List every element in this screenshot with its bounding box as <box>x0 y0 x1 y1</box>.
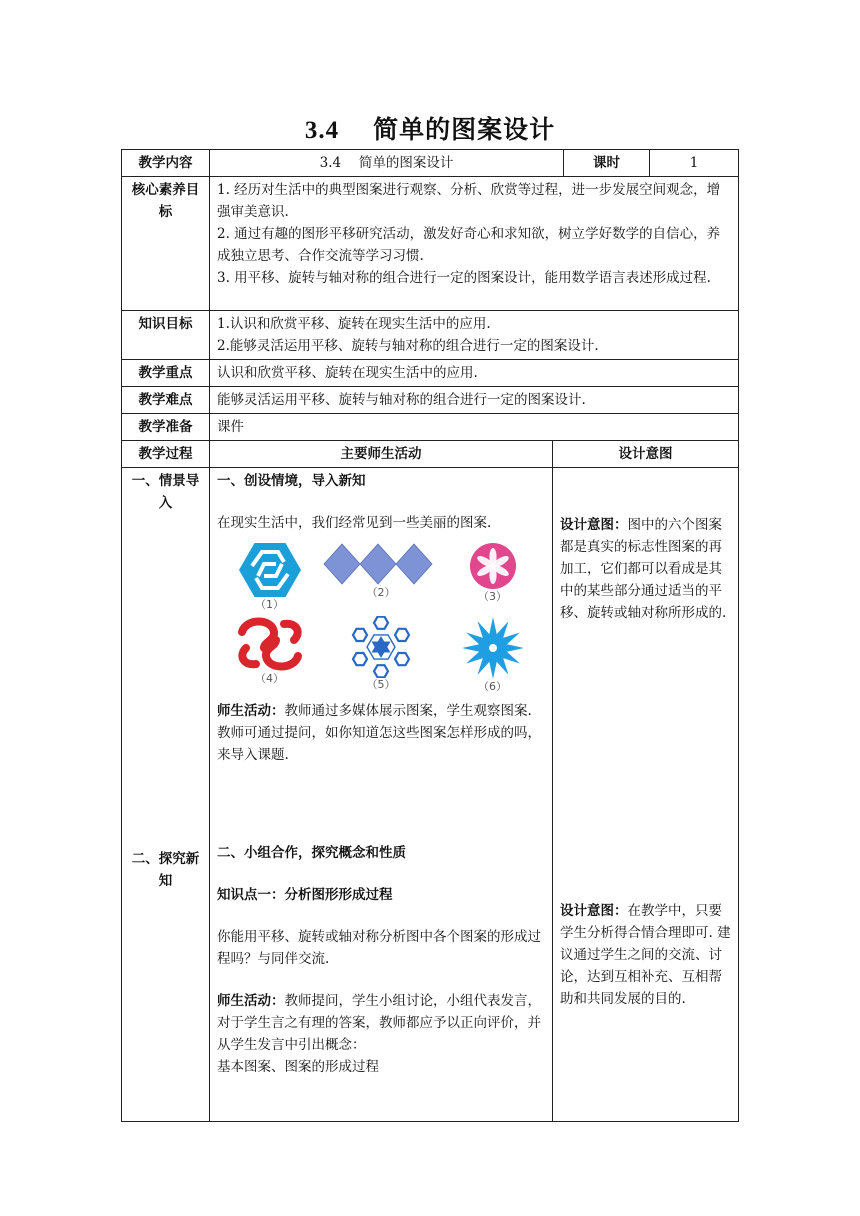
label-teaching-content: 教学内容 <box>122 150 210 177</box>
stage2-intent-label: 设计意图： <box>560 903 628 919</box>
knowledge-goals <box>210 311 739 360</box>
label-core-literacy <box>122 177 210 311</box>
intent-cell <box>553 468 739 1122</box>
core-goal-3: 3. 用平移、旋转与轴对称的组合进行一定的图案设计，能用数学语言表述形成过程. <box>217 270 711 286</box>
figure-1-caption: （1） <box>255 598 284 611</box>
row-key-point <box>122 360 739 387</box>
figure-2 <box>322 542 440 612</box>
hexagon-star-pattern <box>346 616 416 678</box>
page-title <box>0 110 860 146</box>
pattern-figures <box>217 542 545 694</box>
stage2-label: 二、探究新知 <box>131 851 200 889</box>
row-difficult-point <box>122 387 739 414</box>
knowledge-goal-2: 2.能够灵活运用平移、旋转与轴对称的组合进行一定的图案设计. <box>217 338 599 354</box>
figure-5-caption: （5） <box>366 678 396 691</box>
stage2-activity <box>217 990 545 1056</box>
figure-6-caption: （6） <box>478 680 507 693</box>
lesson-plan-table <box>121 149 739 1122</box>
hexagon-swirl-pattern <box>237 542 303 598</box>
label-core-literacy-text: 核心素养目标 <box>131 182 200 220</box>
teaching-content-value: 3.4 简单的图案设计 <box>210 150 564 177</box>
stage2-activity-text: 教师提问，学生小组讨论，小组代表发言，对于学生言之有理的答案，教师都应予以正向评价，并从学生发言中引出概念： <box>217 993 541 1053</box>
key-point-value: 认识和欣赏平移、旋转在现实生活中的应用. <box>210 360 739 387</box>
label-key-point: 教学重点 <box>122 360 210 387</box>
stage2-activity-label: 师生活动： <box>217 993 285 1009</box>
label-difficult-point: 教学难点 <box>122 387 210 414</box>
stage1-intent-text: 图中的六个图案都是真实的标志性图案的再加工，它们都可以看成是其中的某些部分通过适当的平移、旋转或轴对称所形成的. <box>560 517 727 621</box>
label-period: 课时 <box>564 150 650 177</box>
row-preparation <box>122 414 739 441</box>
stage2-point-heading: 知识点一：分析图形形成过程 <box>217 887 393 903</box>
stage1-activity-text: 教师通过多媒体展示图案，学生观察图案. 教师可通过提问，如你知道怎这些图案怎样形成的吗，来导入课题. <box>217 703 541 763</box>
figure-1 <box>217 542 322 612</box>
core-goal-2: 2. 通过有趣的图形平移研究活动，激发好奇心和求知欲，树立学好数学的自信心，养成独立思考、合作交流等学习习惯. <box>217 226 721 264</box>
stage2-question: 你能用平移、旋转或轴对称分析图中各个图案的形成过程吗？与同伴交流. <box>217 929 541 967</box>
stage2-heading: 二、小组合作，探究概念和性质 <box>217 845 406 861</box>
figure-4-caption: （4） <box>255 672 284 685</box>
figure-4 <box>217 616 322 694</box>
header-activities: 主要师生活动 <box>210 441 553 468</box>
figure-3-caption: （3） <box>478 590 507 603</box>
red-swirl-pattern <box>235 616 305 672</box>
figure-2-caption: （2） <box>366 586 396 599</box>
row-process-body <box>122 468 739 1122</box>
preparation-value: 课件 <box>210 414 739 441</box>
stage1-heading: 一、创设情境，导入新知 <box>217 473 366 489</box>
stage1-activity-label: 师生活动： <box>217 703 285 719</box>
activities-cell <box>210 468 553 1122</box>
knowledge-goal-1: 1.认识和欣赏平移、旋转在现实生活中的应用. <box>217 316 491 332</box>
stage1-label: 一、情景导入 <box>131 473 200 511</box>
stage2-intent-text: 在教学中，只要学生分析得合情合理即可. 建议通过学生之间的交流、讨论，达到互相补充、互相帮助和共同发展的目的. <box>560 903 731 1007</box>
stage-labels <box>122 468 210 1122</box>
core-literacy-goals <box>210 177 739 311</box>
difficult-point-value: 能够灵活运用平移、旋转与轴对称的组合进行一定的图案设计. <box>210 387 739 414</box>
label-preparation: 教学准备 <box>122 414 210 441</box>
period-value: 1 <box>650 150 739 177</box>
row-teaching-content <box>122 150 739 177</box>
stage1-intent-label: 设计意图： <box>560 517 628 533</box>
stage1-activity <box>217 700 545 766</box>
header-intent: 设计意图 <box>553 441 739 468</box>
label-knowledge-goals: 知识目标 <box>122 311 210 360</box>
core-goal-1: 1. 经历对生活中的典型图案进行观察、分析、欣赏等过程，进一步发展空间观念，增强审美意识. <box>217 182 721 220</box>
stage2-concepts: 基本图案、图案的形成过程 <box>217 1059 379 1075</box>
stage1-intent <box>560 514 731 624</box>
stage2-intent <box>560 900 731 1010</box>
pink-flower-pattern <box>469 542 517 590</box>
header-process: 教学过程 <box>122 441 210 468</box>
row-knowledge-goals <box>122 311 739 360</box>
row-process-header <box>122 441 739 468</box>
figure-5 <box>322 616 440 694</box>
stage1-intro: 在现实生活中，我们经常见到一些美丽的图案. <box>217 515 492 531</box>
three-diamonds-pattern <box>322 542 440 586</box>
title-text: 简单的图案设计 <box>373 115 556 144</box>
blue-star-flower-pattern <box>461 616 525 680</box>
row-core-literacy <box>122 177 739 311</box>
figure-6 <box>440 616 545 694</box>
title-number: 3.4 <box>304 117 340 144</box>
figure-3 <box>440 542 545 612</box>
